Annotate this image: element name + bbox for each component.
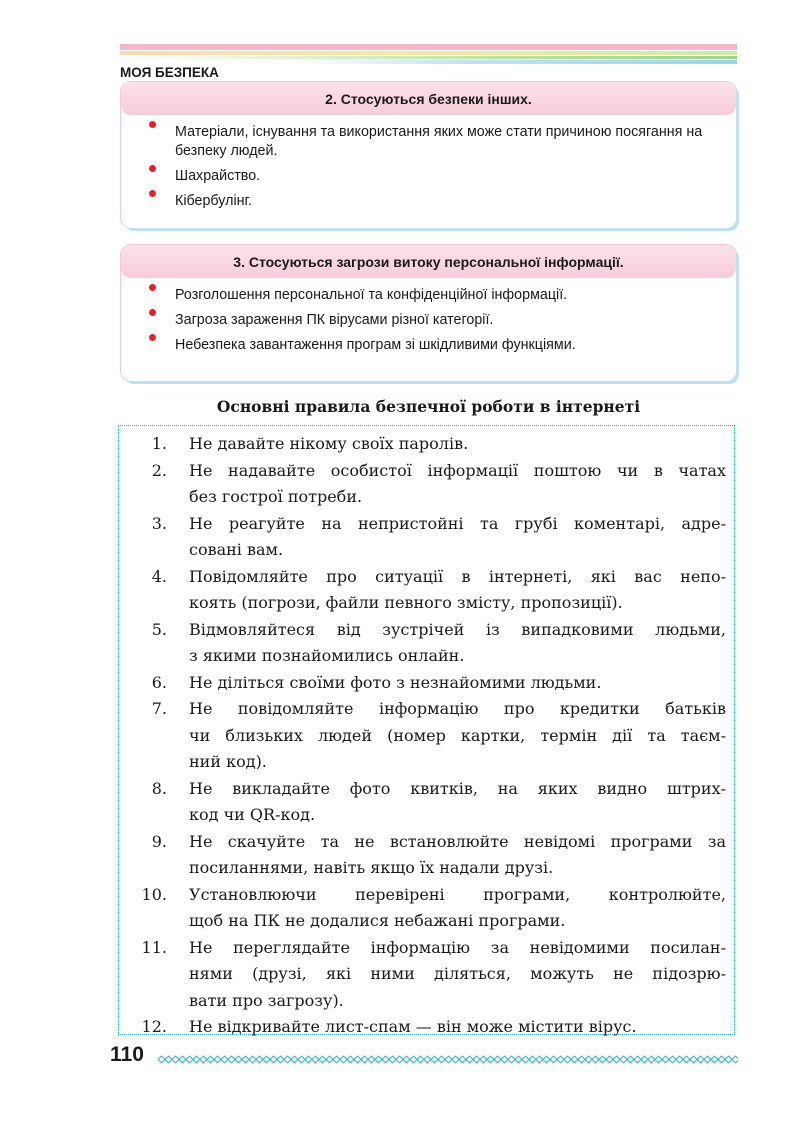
- threat-box-data-leak: [121, 245, 736, 381]
- chain-link: [466, 1056, 473, 1063]
- rule-number: 1.: [151, 434, 167, 453]
- chain-link: [354, 1056, 361, 1063]
- chain-link: [585, 1056, 592, 1063]
- rule-text-line: щоб на ПК не додалися небажані програми.: [189, 911, 566, 930]
- rule-text-line: Установлюючи перевірені програми, контролюйте,: [189, 884, 726, 904]
- rule-text-line: без гострої потреби.: [189, 487, 363, 506]
- chain-link: [620, 1056, 627, 1063]
- chain-link: [389, 1056, 396, 1063]
- rule-item: [119, 829, 734, 882]
- rule-item: [119, 776, 734, 829]
- rule-text-line: Не скачуйте та не встановлюйте невідомі програми за: [189, 831, 726, 851]
- rule-number: 2.: [151, 460, 167, 480]
- rule-item: [119, 670, 734, 697]
- bullet-icon: [149, 190, 156, 197]
- list-item: Кібербулінг.: [157, 192, 726, 211]
- rule-text-line: Не викладайте фото квитків, на яких видно штрих-: [189, 778, 726, 798]
- chain-link: [228, 1056, 235, 1063]
- threat-list: [121, 278, 736, 355]
- rule-item: [119, 935, 734, 1015]
- rule-item: [119, 458, 734, 511]
- chain-link: [200, 1056, 207, 1063]
- page-footer: [110, 1043, 740, 1069]
- chain-link: [270, 1056, 277, 1063]
- chain-link: [473, 1056, 480, 1063]
- chain-link: [459, 1056, 466, 1063]
- threat-list: [121, 115, 736, 211]
- chain-link: [480, 1056, 487, 1063]
- chain-link: [445, 1056, 452, 1063]
- rule-text-line: Не повідомляйте інформацію про кредитки батьків: [189, 699, 726, 718]
- chain-link: [382, 1056, 389, 1063]
- rule-item: [119, 511, 734, 564]
- chain-link: [242, 1056, 249, 1063]
- rules-list: [119, 431, 734, 1041]
- chain-link: [655, 1056, 662, 1063]
- chain-link: [494, 1056, 501, 1063]
- chain-link: [578, 1056, 585, 1063]
- chain-link: [536, 1056, 543, 1063]
- chain-link: [508, 1056, 515, 1063]
- chain-link: [312, 1056, 319, 1063]
- rule-number: 12.: [141, 1017, 167, 1036]
- rule-item: [119, 617, 734, 670]
- rule-text-line: Відмовляйтеся від зустрічей із випадковими людьми,: [189, 619, 726, 639]
- chain-link: [711, 1056, 718, 1063]
- chain-link: [221, 1056, 228, 1063]
- chain-link: [599, 1056, 606, 1063]
- rule-text-line: Не переглядайте інформацію за невідомими посилан-: [189, 937, 726, 957]
- rule-text-line: ний код).: [189, 752, 267, 771]
- chain-link: [571, 1056, 578, 1063]
- rule-number: 11.: [141, 937, 167, 957]
- chain-link: [501, 1056, 508, 1063]
- threat-box-title: 3. Стосуються загрози витоку персональної інформації.: [121, 245, 736, 278]
- list-item: Небезпека завантаження програм зі шкідливими функціями.: [157, 336, 726, 355]
- chain-link: [396, 1056, 403, 1063]
- rule-text-line: з якими познайомились онлайн.: [189, 646, 465, 665]
- rule-text-line: Не реагуйте на непристойні та грубі коментарі, адре-: [189, 513, 726, 533]
- chain-link: [669, 1056, 676, 1063]
- chain-link: [214, 1056, 221, 1063]
- chain-link: [172, 1056, 179, 1063]
- chain-link: [207, 1056, 214, 1063]
- rule-text-line: посиланнями, навіть якщо їх надали друзі.: [189, 858, 554, 877]
- chain-link: [515, 1056, 522, 1063]
- rule-item: [119, 696, 734, 776]
- chain-link: [683, 1056, 690, 1063]
- chain-link: [158, 1056, 165, 1063]
- chain-link: [550, 1056, 557, 1063]
- rule-number: 5.: [151, 619, 167, 639]
- rule-text-line: Не надавайте особистої інформації поштою чи в чатах: [189, 460, 726, 480]
- bullet-icon: [149, 284, 156, 291]
- rule-text-line: совані вам.: [189, 540, 284, 559]
- chain-link: [725, 1056, 732, 1063]
- chain-link: [529, 1056, 536, 1063]
- rule-number: 8.: [151, 778, 167, 798]
- bullet-icon: [149, 165, 156, 172]
- chain-link: [410, 1056, 417, 1063]
- chain-link: [347, 1056, 354, 1063]
- chain-link: [305, 1056, 312, 1063]
- rules-heading: Основні правила безпечної роботи в інтернеті: [216, 397, 641, 416]
- chain-link: [417, 1056, 424, 1063]
- chain-link: [564, 1056, 571, 1063]
- rule-number: 6.: [151, 672, 167, 692]
- rule-item: [119, 564, 734, 617]
- page-number: 110: [110, 1043, 144, 1066]
- bullet-icon: [149, 121, 156, 128]
- rules-box: [118, 425, 735, 1035]
- rule-number: 3.: [151, 513, 167, 533]
- chain-link: [249, 1056, 256, 1063]
- chain-link: [543, 1056, 550, 1063]
- chain-link: [438, 1056, 445, 1063]
- rule-item: [119, 431, 734, 458]
- chain-link: [431, 1056, 438, 1063]
- chain-link: [690, 1056, 697, 1063]
- footer-chain-ornament: [158, 1055, 738, 1064]
- chain-link: [319, 1056, 326, 1063]
- chain-link: [557, 1056, 564, 1063]
- bullet-icon: [149, 334, 156, 341]
- chain-link: [263, 1056, 270, 1063]
- chain-link: [284, 1056, 291, 1063]
- chain-link: [186, 1056, 193, 1063]
- rule-text-line: Повідомляйте про ситуації в інтернеті, які вас непо-: [189, 566, 726, 586]
- chain-link: [634, 1056, 641, 1063]
- chain-link: [340, 1056, 347, 1063]
- threat-box-title: 2. Стосуються безпеки інших.: [121, 82, 736, 115]
- list-item: Шахрайство.: [157, 167, 726, 186]
- rule-item: [119, 882, 734, 935]
- rule-text-line: вати про загрозу).: [189, 990, 344, 1010]
- chain-link: [648, 1056, 655, 1063]
- rule-text-line: Не відкривайте лист-спам — він може містити вірус.: [189, 1017, 637, 1036]
- chain-link: [676, 1056, 683, 1063]
- chain-link: [235, 1056, 242, 1063]
- chain-link: [662, 1056, 669, 1063]
- chain-link: [403, 1056, 410, 1063]
- chain-link: [277, 1056, 284, 1063]
- threat-box-others: [121, 82, 736, 228]
- chain-link: [613, 1056, 620, 1063]
- chain-link: [732, 1056, 738, 1063]
- chain-link: [326, 1056, 333, 1063]
- rule-text-line: код чи QR-код.: [189, 805, 316, 824]
- chain-link: [179, 1056, 186, 1063]
- section-label: МОЯ БЕЗПЕКА: [120, 65, 219, 80]
- rule-number: 7.: [151, 699, 167, 718]
- chain-link: [361, 1056, 368, 1063]
- bullet-icon: [149, 309, 156, 316]
- chain-link: [487, 1056, 494, 1063]
- chain-link: [256, 1056, 263, 1063]
- chain-link: [368, 1056, 375, 1063]
- rule-text-line: Не діліться своїми фото з незнайомими людьми.: [189, 672, 602, 692]
- list-item: Розголошення персональної та конфіденційної інформації.: [157, 286, 726, 305]
- chain-link: [165, 1056, 172, 1063]
- rule-text-line: чи близьких людей (номер картки, термін дії та таєм-: [189, 725, 726, 745]
- rule-item: [119, 1014, 734, 1041]
- header-decoration: [120, 44, 737, 64]
- rule-number: 9.: [151, 831, 167, 851]
- chain-link: [592, 1056, 599, 1063]
- rule-text-line: Не давайте нікому своїх паролів.: [189, 434, 469, 453]
- rule-number: 4.: [151, 566, 167, 586]
- chain-link: [641, 1056, 648, 1063]
- chain-link: [424, 1056, 431, 1063]
- chain-link: [718, 1056, 725, 1063]
- chain-link: [606, 1056, 613, 1063]
- chain-link: [298, 1056, 305, 1063]
- rule-text-line: коять (погрози, файли певного змісту, пропозиції).: [189, 593, 623, 612]
- list-item: Матеріали, існування та використання яких може стати причиною посягання на безпеку людей.: [157, 123, 726, 161]
- chain-link: [193, 1056, 200, 1063]
- rule-text-line: нями (друзі, які ними діляться, можуть не підозрю-: [189, 964, 726, 983]
- chain-link: [627, 1056, 634, 1063]
- list-item: Загроза зараження ПК вірусами різної категорії.: [157, 311, 726, 330]
- chain-link: [452, 1056, 459, 1063]
- chain-link: [375, 1056, 382, 1063]
- chain-link: [697, 1056, 704, 1063]
- rule-number: 10.: [141, 884, 167, 904]
- chain-link: [291, 1056, 298, 1063]
- chain-link: [704, 1056, 711, 1063]
- chain-link: [522, 1056, 529, 1063]
- chain-link: [333, 1056, 340, 1063]
